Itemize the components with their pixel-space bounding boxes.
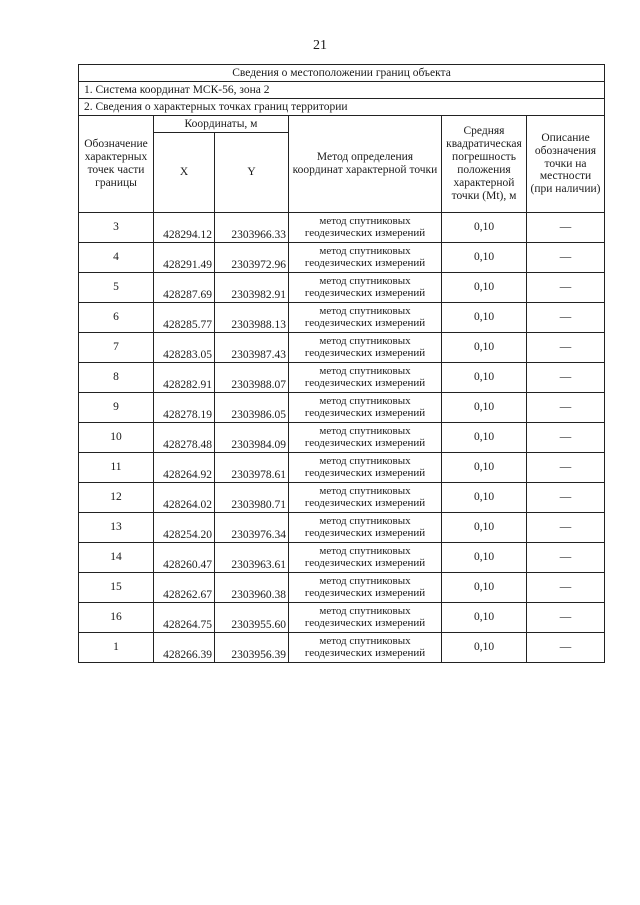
header-x: X <box>154 133 215 213</box>
table-row <box>79 513 605 543</box>
cell-y: 2303988.07 <box>215 363 289 393</box>
cell-method: метод спутниковых геодезических измерений <box>289 333 442 363</box>
table-row <box>79 303 605 333</box>
cell-method: метод спутниковых геодезических измерений <box>289 483 442 513</box>
cell-y: 2303988.13 <box>215 303 289 333</box>
cell-accuracy: 0,10 <box>442 603 527 633</box>
cell-method: метод спутниковых геодезических измерений <box>289 453 442 483</box>
cell-x: 428285.77 <box>154 303 215 333</box>
cell-y: 2303956.39 <box>215 633 289 663</box>
table-row <box>79 273 605 303</box>
cell-x: 428264.75 <box>154 603 215 633</box>
cell-method: метод спутниковых геодезических измерений <box>289 573 442 603</box>
cell-description: — <box>527 513 605 543</box>
cell-accuracy: 0,10 <box>442 513 527 543</box>
cell-point: 8 <box>79 363 154 393</box>
table-row <box>79 393 605 423</box>
cell-y: 2303966.33 <box>215 213 289 243</box>
cell-x: 428262.67 <box>154 573 215 603</box>
cell-description: — <box>527 243 605 273</box>
cell-method: метод спутниковых геодезических измерений <box>289 273 442 303</box>
table-row <box>79 243 605 273</box>
cell-y: 2303972.96 <box>215 243 289 273</box>
cell-accuracy: 0,10 <box>442 363 527 393</box>
cell-method: метод спутниковых геодезических измерений <box>289 603 442 633</box>
coordinate-system-caption: 1. Система координат МСК-56, зона 2 <box>79 82 605 99</box>
cell-description: — <box>527 423 605 453</box>
cell-x: 428266.39 <box>154 633 215 663</box>
cell-description: — <box>527 573 605 603</box>
cell-point: 14 <box>79 543 154 573</box>
cell-y: 2303987.43 <box>215 333 289 363</box>
cell-x: 428278.48 <box>154 423 215 453</box>
table-row <box>79 333 605 363</box>
table-row <box>79 633 605 663</box>
header-description: Описание обозначения точки на местности (при наличии) <box>527 116 605 213</box>
cell-accuracy: 0,10 <box>442 543 527 573</box>
table-title-row <box>79 65 605 82</box>
cell-method: метод спутниковых геодезических измерений <box>289 303 442 333</box>
cell-method: метод спутниковых геодезических измерений <box>289 543 442 573</box>
cell-y: 2303984.09 <box>215 423 289 453</box>
cell-y: 2303976.34 <box>215 513 289 543</box>
header-method: Метод определения координат характерной точки <box>289 116 442 213</box>
cell-description: — <box>527 393 605 423</box>
cell-point: 16 <box>79 603 154 633</box>
header-coords: Координаты, м <box>154 116 289 133</box>
cell-y: 2303960.38 <box>215 573 289 603</box>
table-row <box>79 423 605 453</box>
cell-x: 428254.20 <box>154 513 215 543</box>
cell-accuracy: 0,10 <box>442 633 527 663</box>
header-accuracy: Средняя квадратическая погрешность положения характерной точки (Mt), м <box>442 116 527 213</box>
cell-point: 1 <box>79 633 154 663</box>
cell-x: 428260.47 <box>154 543 215 573</box>
cell-method: метод спутниковых геодезических измерений <box>289 393 442 423</box>
header-row-top <box>79 116 605 133</box>
cell-description: — <box>527 483 605 513</box>
cell-description: — <box>527 363 605 393</box>
boundary-points-table <box>78 64 605 663</box>
cell-accuracy: 0,10 <box>442 243 527 273</box>
cell-description: — <box>527 633 605 663</box>
table-row <box>79 543 605 573</box>
cell-accuracy: 0,10 <box>442 273 527 303</box>
cell-point: 12 <box>79 483 154 513</box>
cell-point: 7 <box>79 333 154 363</box>
cell-description: — <box>527 213 605 243</box>
cell-x: 428282.91 <box>154 363 215 393</box>
cell-point: 6 <box>79 303 154 333</box>
cell-y: 2303986.05 <box>215 393 289 423</box>
cell-y: 2303980.71 <box>215 483 289 513</box>
characteristic-points-row <box>79 99 605 116</box>
coordinate-system-row <box>79 82 605 99</box>
cell-x: 428264.02 <box>154 483 215 513</box>
cell-accuracy: 0,10 <box>442 393 527 423</box>
cell-x: 428291.49 <box>154 243 215 273</box>
cell-method: метод спутниковых геодезических измерений <box>289 513 442 543</box>
cell-x: 428294.12 <box>154 213 215 243</box>
cell-accuracy: 0,10 <box>442 303 527 333</box>
cell-point: 5 <box>79 273 154 303</box>
cell-description: — <box>527 603 605 633</box>
cell-accuracy: 0,10 <box>442 483 527 513</box>
cell-x: 428283.05 <box>154 333 215 363</box>
cell-x: 428264.92 <box>154 453 215 483</box>
page-number: 21 <box>313 38 327 53</box>
table-row <box>79 573 605 603</box>
cell-accuracy: 0,10 <box>442 573 527 603</box>
characteristic-points-caption: 2. Сведения о характерных точках границ территории <box>79 99 605 116</box>
table-row <box>79 213 605 243</box>
cell-accuracy: 0,10 <box>442 423 527 453</box>
table-row <box>79 453 605 483</box>
header-point: Обозначение характерных точек части границы <box>79 116 154 213</box>
table-row <box>79 363 605 393</box>
cell-description: — <box>527 273 605 303</box>
table-row <box>79 603 605 633</box>
cell-point: 4 <box>79 243 154 273</box>
cell-method: метод спутниковых геодезических измерений <box>289 363 442 393</box>
cell-y: 2303982.91 <box>215 273 289 303</box>
cell-accuracy: 0,10 <box>442 453 527 483</box>
cell-description: — <box>527 333 605 363</box>
cell-y: 2303978.61 <box>215 453 289 483</box>
cell-description: — <box>527 303 605 333</box>
header-y: Y <box>215 133 289 213</box>
cell-method: метод спутниковых геодезических измерений <box>289 243 442 273</box>
cell-accuracy: 0,10 <box>442 333 527 363</box>
cell-point: 11 <box>79 453 154 483</box>
cell-y: 2303955.60 <box>215 603 289 633</box>
cell-x: 428287.69 <box>154 273 215 303</box>
cell-y: 2303963.61 <box>215 543 289 573</box>
cell-description: — <box>527 543 605 573</box>
cell-point: 9 <box>79 393 154 423</box>
cell-method: метод спутниковых геодезических измерений <box>289 423 442 453</box>
cell-accuracy: 0,10 <box>442 213 527 243</box>
cell-point: 13 <box>79 513 154 543</box>
cell-method: метод спутниковых геодезических измерений <box>289 213 442 243</box>
cell-method: метод спутниковых геодезических измерений <box>289 633 442 663</box>
table-row <box>79 483 605 513</box>
cell-point: 15 <box>79 573 154 603</box>
cell-point: 3 <box>79 213 154 243</box>
cell-x: 428278.19 <box>154 393 215 423</box>
cell-point: 10 <box>79 423 154 453</box>
cell-description: — <box>527 453 605 483</box>
table-title: Сведения о местоположении границ объекта <box>79 65 605 82</box>
